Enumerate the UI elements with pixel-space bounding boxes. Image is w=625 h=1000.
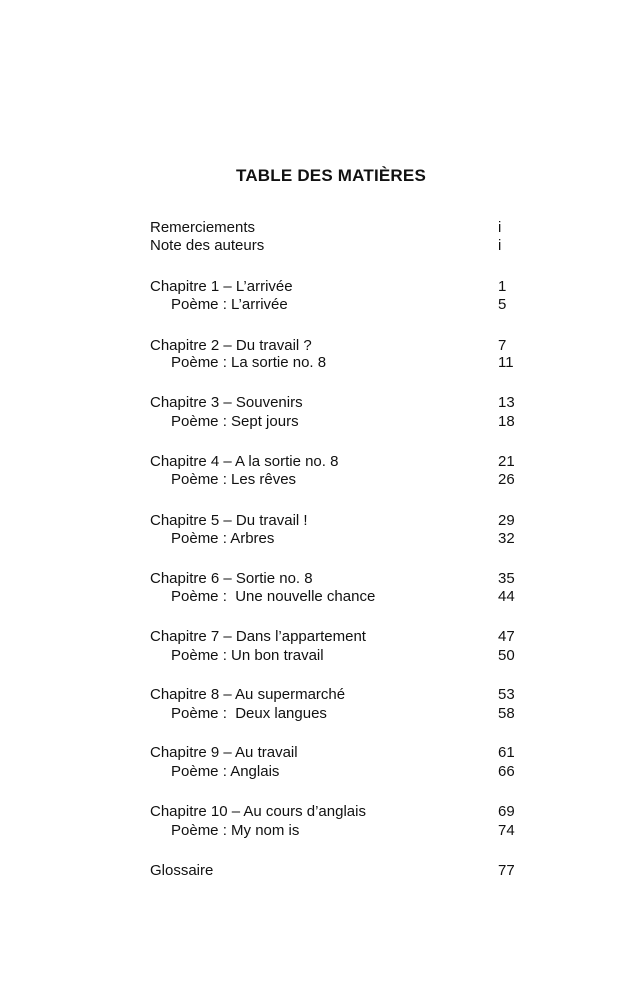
toc-subentry xyxy=(150,587,520,606)
toc-entry-label: Note des auteurs xyxy=(150,237,265,254)
toc-entry-label: Chapitre 9 – Au travail xyxy=(150,744,298,761)
toc-entry-label: Poème : Deux langues xyxy=(171,705,327,722)
toc-page-number: 50 xyxy=(498,647,515,664)
toc-page-number: 5 xyxy=(498,296,507,313)
toc-entry xyxy=(150,743,520,762)
toc-entry xyxy=(150,236,520,255)
toc-page-number: 53 xyxy=(498,686,515,703)
toc-entry xyxy=(150,685,520,704)
toc-subentry xyxy=(150,529,520,548)
toc-entry-label: Chapitre 6 – Sortie no. 8 xyxy=(150,570,313,587)
toc-subentry xyxy=(150,762,520,781)
toc-subentry xyxy=(150,470,520,489)
toc-entry-label: Chapitre 3 – Souvenirs xyxy=(150,394,303,411)
toc-entry-label: Poème : La sortie no. 8 xyxy=(171,354,327,371)
toc-entry-label: Chapitre 7 – Dans l’appartement xyxy=(150,628,366,645)
toc-entry-label: Poème : Une nouvelle chance xyxy=(171,588,376,605)
toc-subentry xyxy=(150,646,520,665)
toc-page-number: 74 xyxy=(498,822,515,839)
toc-entry-label: Chapitre 10 – Au cours d’anglais xyxy=(150,803,366,820)
toc-page-number: i xyxy=(498,237,502,254)
toc-page-number: 44 xyxy=(498,588,515,605)
toc-entry-label: Chapitre 8 – Au supermarché xyxy=(150,686,346,703)
toc-entry-label: Remerciements xyxy=(150,219,256,236)
toc-entry xyxy=(150,627,520,646)
toc-page-number: 11 xyxy=(498,354,514,371)
toc-page-number: 77 xyxy=(498,862,515,879)
toc-entry-label: Glossaire xyxy=(150,862,214,879)
toc-page-number: 7 xyxy=(498,337,507,354)
toc-page-number: 29 xyxy=(498,512,515,529)
toc-page-number: 69 xyxy=(498,803,515,820)
toc-entry-label: Chapitre 4 – A la sortie no. 8 xyxy=(150,453,339,470)
toc-entry-label: Chapitre 2 – Du travail ? xyxy=(150,337,312,354)
page-title: TABLE DES MATIÈRES xyxy=(236,166,426,185)
toc-entry-label: Poème : Anglais xyxy=(171,763,280,780)
toc-page-number: 26 xyxy=(498,471,515,488)
toc-subentry xyxy=(150,821,520,840)
toc-page-number: 58 xyxy=(498,705,515,722)
toc-entry xyxy=(150,218,520,237)
toc-subentry xyxy=(150,412,520,431)
toc-page-number: 21 xyxy=(498,453,515,470)
toc-entry-label: Poème : Les rêves xyxy=(171,471,297,488)
toc-page-number: 13 xyxy=(498,394,515,411)
toc-entry xyxy=(150,452,520,471)
toc-entry-label: Poème : My nom is xyxy=(171,822,300,839)
toc-entry xyxy=(150,861,520,880)
toc-page-number: i xyxy=(498,219,502,236)
toc-entry xyxy=(150,277,520,296)
toc-entry xyxy=(150,802,520,821)
toc-entry xyxy=(150,569,520,588)
toc-subentry xyxy=(150,295,520,314)
toc-page-number: 66 xyxy=(498,763,515,780)
toc-entry-label: Chapitre 5 – Du travail ! xyxy=(150,512,308,529)
toc-subentry xyxy=(150,353,520,372)
toc-page-number: 47 xyxy=(498,628,515,645)
toc-page-number: 61 xyxy=(498,744,515,761)
toc-entry-label: Poème : L’arrivée xyxy=(171,296,288,313)
toc-entry xyxy=(150,511,520,530)
toc-page-number: 1 xyxy=(498,278,507,295)
toc-subentry xyxy=(150,704,520,723)
toc-entry-label: Poème : Arbres xyxy=(171,530,275,547)
toc-entry xyxy=(150,393,520,412)
toc-page-number: 32 xyxy=(498,530,515,547)
toc-entry-label: Poème : Sept jours xyxy=(171,413,299,430)
toc-page-number: 18 xyxy=(498,413,515,430)
toc-page-number: 35 xyxy=(498,570,515,587)
toc-entry-label: Chapitre 1 – L’arrivée xyxy=(150,278,293,295)
toc-entry-label: Poème : Un bon travail xyxy=(171,647,324,664)
